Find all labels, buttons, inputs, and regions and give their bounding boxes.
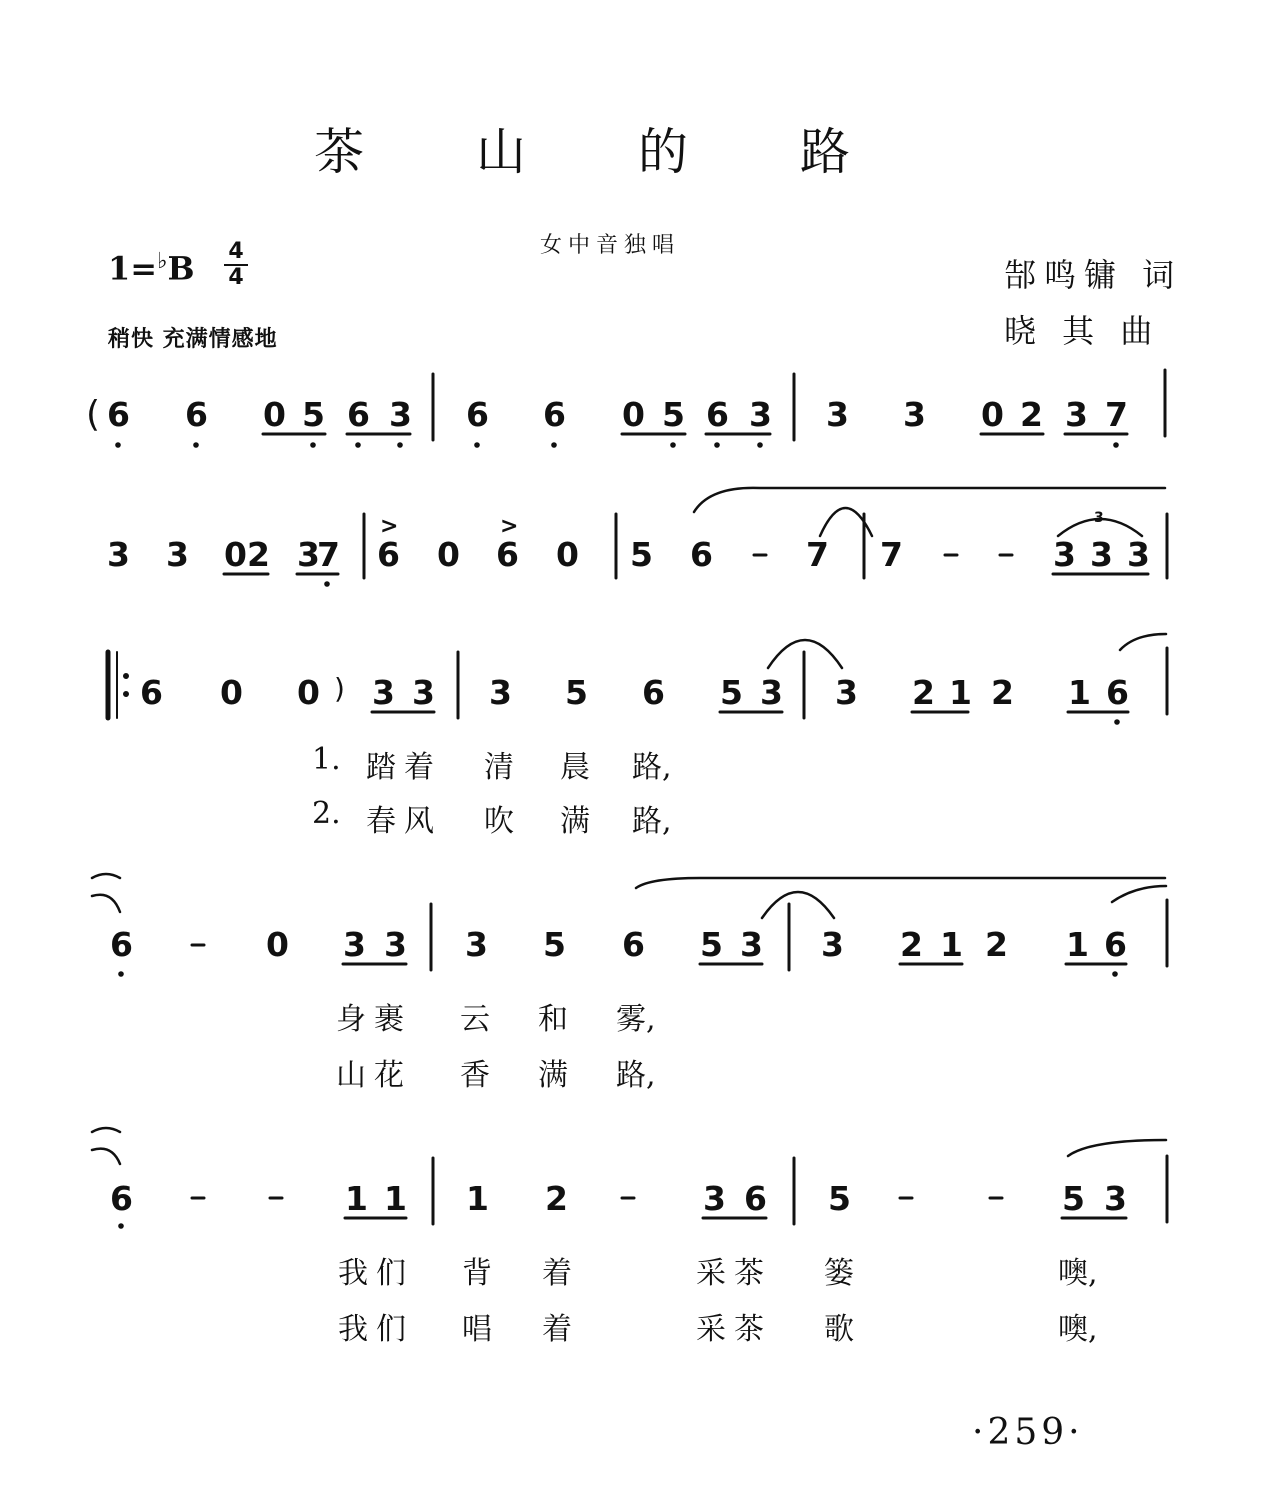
svg-text:3: 3 — [835, 673, 858, 712]
svg-text:6: 6 — [496, 535, 519, 574]
composer-credit: 晓 其 曲 — [1004, 312, 1161, 350]
lyric-syllable: 篓 — [824, 1256, 854, 1291]
lyric-syllable: 噢, — [1058, 1256, 1098, 1291]
lyric-syllable: 清 — [484, 750, 514, 785]
svg-text:1: 1 — [949, 673, 972, 712]
lyric-line-s4-v2 — [336, 1050, 736, 1093]
svg-text:6: 6 — [543, 395, 566, 434]
svg-text:3: 3 — [343, 925, 366, 964]
lyric-syllable: 满 — [538, 1058, 568, 1093]
lyricist-credit: 郜鸣镛 词 — [1004, 256, 1183, 294]
lyric-syllable: 背 — [462, 1256, 492, 1291]
svg-text:5: 5 — [1062, 1179, 1085, 1218]
svg-text:7: 7 — [806, 535, 829, 574]
song-title: 茶 山 的 路 — [314, 123, 898, 181]
svg-text:2: 2 — [912, 673, 935, 712]
lyric-syllable: 路, — [632, 750, 672, 785]
svg-text:2: 2 — [991, 673, 1014, 712]
lyric-syllable: 香 — [460, 1058, 490, 1093]
svg-text:3: 3 — [826, 395, 849, 434]
svg-text:0: 0 — [437, 535, 460, 574]
svg-text:(: ( — [86, 394, 101, 435]
svg-text:3: 3 — [749, 395, 772, 434]
svg-text:6: 6 — [107, 395, 130, 434]
svg-text:6: 6 — [1106, 673, 1129, 712]
lyric-line-s5-v1 — [338, 1248, 1118, 1291]
tempo-marking: 稍快 充满情感地 — [108, 327, 278, 352]
svg-text:0: 0 — [622, 395, 645, 434]
svg-text:1: 1 — [345, 1179, 368, 1218]
svg-text:3: 3 — [760, 673, 783, 712]
lyric-syllable: 吹 — [484, 804, 514, 839]
svg-text:3: 3 — [384, 925, 407, 964]
svg-text:6: 6 — [377, 535, 400, 574]
svg-text:3: 3 — [1094, 510, 1104, 526]
lyric-syllable: 采茶 — [696, 1256, 772, 1291]
svg-text:7: 7 — [1105, 395, 1128, 434]
svg-text:1: 1 — [1066, 925, 1089, 964]
lyric-syllable: 噢, — [1058, 1312, 1098, 1347]
lyric-syllable: 着 — [542, 1312, 572, 1347]
lyric-syllable: 路, — [632, 804, 672, 839]
lyric-syllable: 和 — [538, 1002, 568, 1037]
lyric-syllable: 身裹 — [336, 1002, 412, 1037]
svg-text:3: 3 — [740, 925, 763, 964]
svg-text:0: 0 — [981, 395, 1004, 434]
svg-text:2: 2 — [1020, 395, 1043, 434]
svg-text:5: 5 — [720, 673, 743, 712]
svg-text:5: 5 — [565, 673, 588, 712]
lyric-line-s3-v2 — [312, 796, 732, 839]
svg-text:>: > — [380, 514, 399, 539]
svg-text:2: 2 — [247, 535, 270, 574]
svg-text:0: 0 — [297, 673, 320, 712]
lyric-syllable: 我们 — [338, 1256, 414, 1291]
svg-text:5: 5 — [543, 925, 566, 964]
svg-text:3: 3 — [412, 673, 435, 712]
svg-text:3: 3 — [703, 1179, 726, 1218]
svg-text:6: 6 — [140, 673, 163, 712]
svg-text:5: 5 — [630, 535, 653, 574]
score-system-4 — [92, 874, 1167, 977]
svg-text:0: 0 — [220, 673, 243, 712]
svg-text:2: 2 — [985, 925, 1008, 964]
svg-text:3: 3 — [107, 535, 130, 574]
key-prefix: 1= — [108, 249, 158, 288]
svg-text:6: 6 — [110, 925, 133, 964]
svg-text:6: 6 — [706, 395, 729, 434]
svg-text:1: 1 — [940, 925, 963, 964]
svg-text:6: 6 — [185, 395, 208, 434]
lyric-syllable: 山花 — [336, 1058, 412, 1093]
lyric-syllable: 我们 — [338, 1312, 414, 1347]
svg-text:3: 3 — [903, 395, 926, 434]
svg-text:0: 0 — [224, 535, 247, 574]
lyric-syllable: 歌 — [824, 1312, 854, 1347]
svg-text:1: 1 — [466, 1179, 489, 1218]
svg-text:1: 1 — [1068, 673, 1091, 712]
lyric-syllable: 云 — [460, 1002, 490, 1037]
svg-text:3: 3 — [297, 535, 320, 574]
svg-text:5: 5 — [302, 395, 325, 434]
svg-text:6: 6 — [1104, 925, 1127, 964]
svg-text:2: 2 — [545, 1179, 568, 1218]
svg-text:3: 3 — [1065, 395, 1088, 434]
svg-text:5: 5 — [662, 395, 685, 434]
lyric-syllable: 雾, — [616, 1002, 656, 1037]
svg-text:): ) — [334, 672, 345, 705]
svg-text:6: 6 — [622, 925, 645, 964]
svg-text:0: 0 — [556, 535, 579, 574]
time-bottom: 4 — [228, 265, 244, 290]
score-system-5 — [92, 1128, 1167, 1229]
lyric-syllable: 采茶 — [696, 1312, 772, 1347]
svg-text:3: 3 — [465, 925, 488, 964]
verse-number: 2. — [312, 796, 341, 831]
lyric-syllable: 晨 — [560, 750, 590, 785]
score-system-3 — [108, 634, 1167, 725]
score-system-1 — [86, 370, 1165, 448]
lyric-line-s3-v1 — [312, 742, 732, 785]
svg-text:3: 3 — [166, 535, 189, 574]
page-number: ·259· — [972, 1412, 1084, 1453]
svg-text:1: 1 — [384, 1179, 407, 1218]
lyric-syllable: 满 — [560, 804, 590, 839]
svg-text:5: 5 — [828, 1179, 851, 1218]
svg-text:6: 6 — [110, 1179, 133, 1218]
lyric-syllable: 春风 — [366, 804, 442, 839]
verse-number: 1. — [312, 742, 341, 777]
svg-text:3: 3 — [389, 395, 412, 434]
svg-text:6: 6 — [690, 535, 713, 574]
svg-text:3: 3 — [372, 673, 395, 712]
lyric-syllable: 着 — [542, 1256, 572, 1291]
svg-text:0: 0 — [266, 925, 289, 964]
svg-text:3: 3 — [489, 673, 512, 712]
svg-text:6: 6 — [466, 395, 489, 434]
lyric-syllable: 路, — [616, 1058, 656, 1093]
lyric-syllable: 唱 — [462, 1312, 492, 1347]
flat-sign: ♭ — [157, 248, 168, 274]
score-system-2 — [107, 488, 1167, 587]
svg-text:3: 3 — [821, 925, 844, 964]
time-top: 4 — [228, 239, 244, 264]
svg-text:3: 3 — [1053, 535, 1076, 574]
svg-text:3: 3 — [1104, 1179, 1127, 1218]
lyric-line-s5-v2 — [338, 1304, 1118, 1347]
svg-text:7: 7 — [880, 535, 903, 574]
svg-text:6: 6 — [347, 395, 370, 434]
key-letter: B — [167, 249, 195, 288]
svg-text:7: 7 — [317, 535, 340, 574]
lyric-syllable: 踏着 — [366, 750, 442, 785]
svg-text:6: 6 — [744, 1179, 767, 1218]
svg-text:0: 0 — [263, 395, 286, 434]
performance-note: 女中音独唱 — [540, 233, 681, 258]
svg-text:3: 3 — [1127, 535, 1150, 574]
svg-text:5: 5 — [700, 925, 723, 964]
svg-text:3: 3 — [1090, 535, 1113, 574]
svg-text:>: > — [500, 514, 519, 539]
svg-text:6: 6 — [642, 673, 665, 712]
lyric-line-s4-v1 — [336, 994, 736, 1037]
svg-text:2: 2 — [900, 925, 923, 964]
